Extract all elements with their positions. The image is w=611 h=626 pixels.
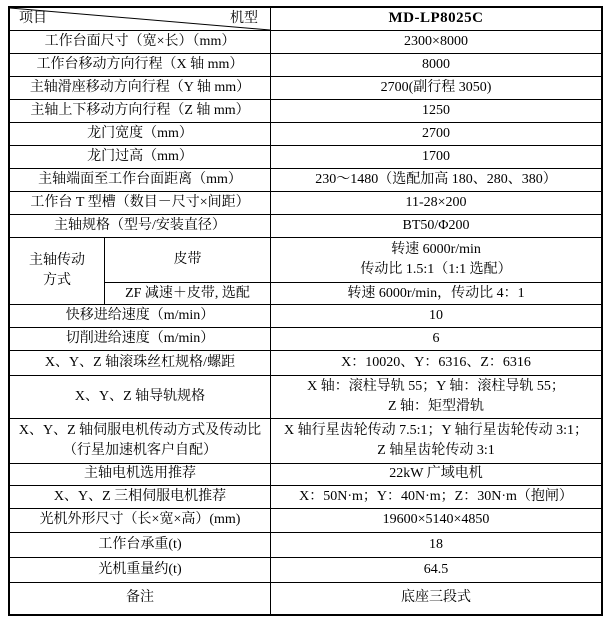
row-spindle-spec (10, 215, 601, 238)
servo-label-line2: （行星加速机客户自配） (63, 443, 217, 458)
zf-label: ZF 减速＋皮带, 选配 (105, 283, 271, 305)
row-spindle-motor (10, 464, 601, 486)
row-worktable-size (10, 31, 601, 54)
row-remarks (10, 583, 601, 614)
row-cutting-feed (10, 328, 601, 351)
row-servo-motor (10, 486, 601, 509)
spec-label: 光机重量约(t) (10, 558, 271, 582)
spec-label: 光机外形尺寸（长×宽×高）(mm) (10, 509, 271, 532)
spec-value: 1700 (422, 148, 450, 164)
spec-value (271, 419, 601, 463)
row-y-travel (10, 77, 601, 100)
spec-value: 1250 (422, 102, 450, 118)
row-rapid-feed (10, 305, 601, 328)
spec-value: 2300×8000 (404, 33, 468, 49)
row-z-travel (10, 100, 601, 123)
spec-value: 底座三段式 (401, 590, 471, 606)
row-t-slot (10, 192, 601, 215)
model-value: MD-LP8025C (388, 10, 484, 27)
spec-label: 工作台移动方向行程（X 轴 mm） (10, 54, 271, 76)
spec-value: 230～1480（选配加高 180、280、380） (315, 171, 557, 187)
spindle-drive-label-line2: 方式 (43, 273, 71, 288)
row-ballscrew-spec (10, 351, 601, 376)
spec-label: X、Y、Z 三相伺服电机推荐 (10, 486, 271, 508)
belt-value (271, 238, 601, 282)
guideway-value-line1: X 轴：滚柱导轨 55；Y 轴：滚柱导轨 55； (307, 379, 565, 394)
spec-label: X、Y、Z 轴滚珠丝杠规格/螺距 (10, 351, 271, 375)
spec-label: 主轴电机选用推荐 (10, 464, 271, 485)
spec-label: 龙门过高（mm） (10, 146, 271, 168)
spec-label: 切削进给速度（m/min） (10, 328, 271, 350)
spindle-drive-label (10, 238, 105, 304)
spec-label: 备注 (10, 583, 271, 614)
spec-label (10, 419, 271, 463)
spec-label: 主轴上下移动方向行程（Z 轴 mm） (10, 100, 271, 122)
spindle-drive-zf-row (105, 283, 601, 305)
row-table-load (10, 533, 601, 558)
row-guideway-spec (10, 376, 601, 419)
spec-table (8, 6, 603, 616)
row-gantry-width (10, 123, 601, 146)
spec-label: 主轴端面至工作台面距离（mm） (10, 169, 271, 191)
spec-value: X：50N·m；Y：40N·m；Z：30N·m（抱闸） (299, 488, 573, 504)
spec-value: 2700(副行程 3050) (380, 79, 492, 95)
belt-value-line1: 转速 6000r/min (391, 242, 481, 257)
spec-value: 22kW 广域电机 (389, 466, 483, 482)
spindle-drive-options (105, 238, 601, 304)
spec-label: 主轴规格（型号/安装直径） (10, 215, 271, 237)
spec-value: 2700 (422, 125, 450, 141)
row-x-travel (10, 54, 601, 77)
spec-value: 8000 (422, 56, 450, 72)
row-gantry-clearance (10, 146, 601, 169)
spec-label: 主轴滑座移动方向行程（Y 轴 mm） (10, 77, 271, 99)
spec-label: 工作台 T 型槽（数目－尺寸×间距） (10, 192, 271, 214)
spec-value: 11-28×200 (405, 194, 467, 210)
row-header (10, 8, 601, 31)
spec-label: 龙门宽度（mm） (10, 123, 271, 145)
spec-value: 10 (429, 307, 443, 323)
spec-value: 64.5 (423, 561, 449, 577)
belt-value-line2: 传动比 1.5:1（1:1 选配） (360, 262, 512, 277)
spec-label: X、Y、Z 轴导轨规格 (10, 376, 271, 418)
zf-value: 转速 6000r/min，传动比 4：1 (347, 285, 525, 301)
belt-label: 皮带 (105, 238, 271, 282)
row-machine-dimensions (10, 509, 601, 533)
spec-label: 工作台承重(t) (10, 533, 271, 557)
header-diagonal-cell (10, 8, 271, 30)
spindle-drive-belt-row (105, 238, 601, 283)
spec-value: X：10020、Y：6316、Z：6316 (341, 354, 531, 370)
guideway-value-line2: Z 轴：矩型滑轨 (387, 399, 485, 414)
row-spindle-to-table-distance (10, 169, 601, 192)
spec-value: 6 (432, 330, 440, 346)
servo-value-line1: X 轴行星齿轮传动 7.5:1；Y 轴行星齿轮传动 3:1； (284, 423, 588, 438)
servo-value-line2: Z 轴星齿轮传动 3:1 (377, 443, 495, 458)
spec-label: 快移进给速度（m/min） (10, 305, 271, 327)
spec-value (271, 376, 601, 418)
row-spindle-drive-group (10, 238, 601, 305)
spec-value: 18 (429, 536, 443, 552)
spec-value: BT50/Φ200 (402, 217, 470, 233)
servo-label-line1: X、Y、Z 轴伺服电机传动方式及传动比 (18, 423, 262, 438)
row-servo-transmission (10, 419, 601, 464)
spec-value: 19600×5140×4850 (382, 512, 490, 528)
diagonal-divider-line (10, 8, 270, 30)
header-model-label: 机型 (230, 10, 258, 26)
spindle-drive-label-line1: 主轴传动 (29, 253, 85, 268)
row-machine-weight (10, 558, 601, 583)
header-item-label: 项目 (19, 10, 47, 26)
spec-label: 工作台面尺寸（宽×长）（mm） (10, 31, 271, 53)
